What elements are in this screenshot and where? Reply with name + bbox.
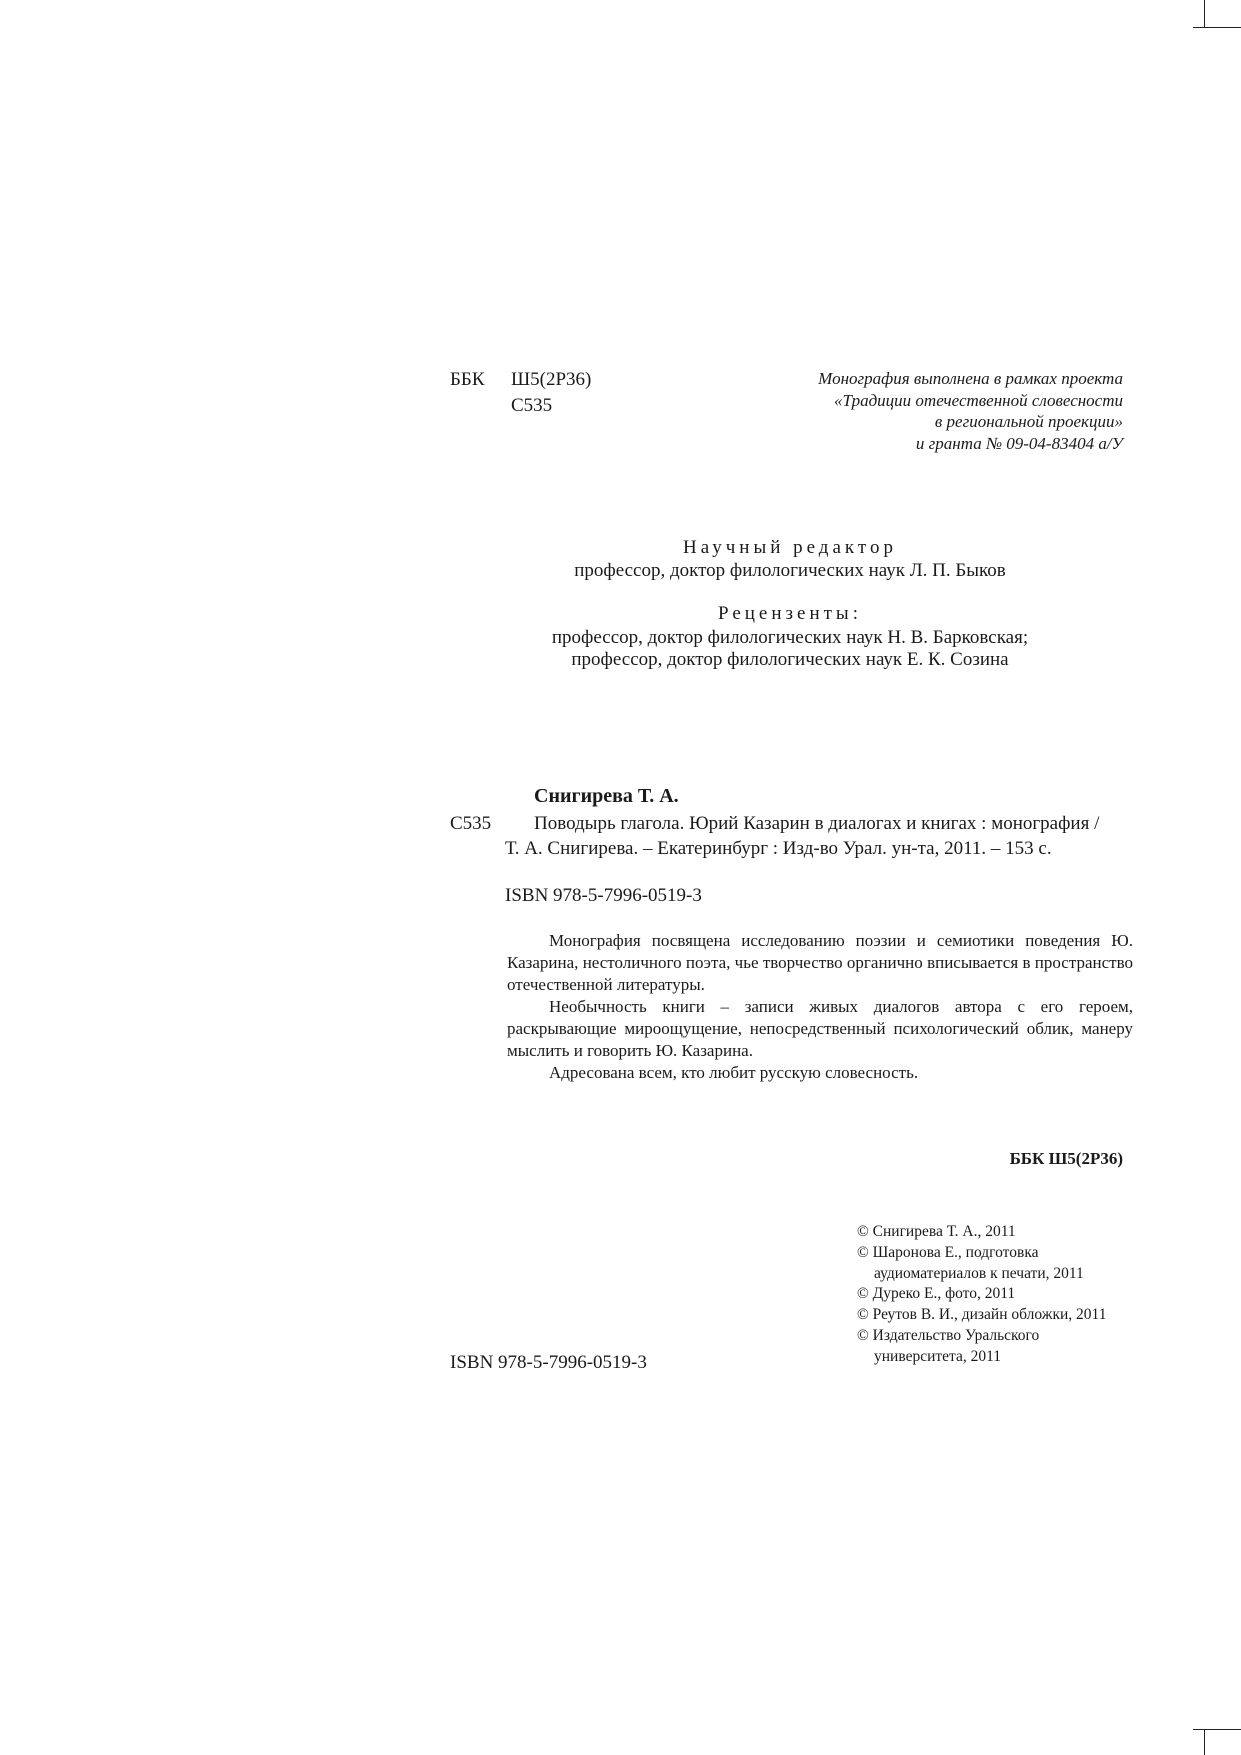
bbk-label: ББК — [450, 369, 485, 390]
copyright-line: университета, 2011 — [874, 1347, 1002, 1365]
project-note-line: и гранта № 09-04-83404 а/У — [915, 433, 1123, 453]
copyright-line: © Шаронова Е., подготовка — [857, 1243, 1039, 1261]
copyright-line: © Снигирева Т. А., 2011 — [857, 1223, 1016, 1240]
catalog-title-line2: Т. А. Снигирева. – Екатеринбург : Изд-во Урал. ун-та, 2011. – 153 с. — [505, 838, 1052, 859]
reviewer-line: профессор, доктор филологических наук Н. В. Барковская; — [551, 627, 1029, 648]
annotation-paragraph-1: Монография посвящена исследованию поэзии и семиотики поведения Ю. Казарина, нестоличного поэта, чье творчество органично вписывается в пространство отечественной литературы. — [507, 931, 1133, 994]
bbk-code: Ш5(2Р36) — [511, 369, 592, 390]
crop-mark-top-vertical — [1204, 0, 1205, 27]
crop-mark-bottom-horizontal — [1193, 1729, 1241, 1730]
copyright-line: аудиоматериалов к печати, 2011 — [874, 1264, 1084, 1282]
editor-heading: Научный редактор — [683, 537, 897, 558]
catalog-mark: С535 — [450, 813, 492, 834]
project-note-line: Монография выполнена в рамках проекта — [818, 369, 1123, 388]
project-note — [700, 368, 1123, 454]
catalog-author: Снигирева Т. А. — [534, 785, 679, 807]
annotation-paragraph-2: Необычность книги – записи живых диалогов автора с его героем, раскрывающие мироощущение, непосредственный психологический облик, манеру мыслить и говорить Ю. Казарина. — [507, 997, 1133, 1060]
copyright-line: © Дуреко Е., фото, 2011 — [857, 1285, 1016, 1303]
crop-mark-top-horizontal — [1193, 27, 1241, 28]
project-note-line: в региональной проекции» — [934, 412, 1123, 431]
annotation — [507, 930, 1133, 1084]
catalog-isbn: ISBN 978-5-7996-0519-3 — [505, 885, 702, 906]
copyright-block — [857, 1222, 1106, 1368]
copyright-line: © Реутов В. И., дизайн обложки, 2011 — [857, 1306, 1107, 1324]
reviewers-heading: Рецензенты: — [718, 603, 862, 624]
reviewer-line: профессор, доктор филологических наук Е. К. Созина — [571, 649, 1009, 670]
copyright-line: © Издательство Уральского — [857, 1326, 1040, 1344]
catalog-title-line1: Поводырь глагола. Юрий Казарин в диалогах и книгах : монография / — [534, 813, 1100, 834]
isbn-bottom: ISBN 978-5-7996-0519-3 — [450, 1352, 647, 1373]
bbk-footer: ББК Ш5(2Р36) — [1009, 1149, 1123, 1168]
author-mark: С535 — [511, 395, 553, 416]
annotation-paragraph-3: Адресована всем, кто любит русскую словесность. — [549, 1063, 919, 1082]
project-note-line: «Традиции отечественной словесности — [834, 390, 1123, 410]
crop-mark-bottom-vertical — [1204, 1729, 1205, 1755]
editor-line: профессор, доктор филологических наук Л. П. Быков — [574, 560, 1006, 581]
